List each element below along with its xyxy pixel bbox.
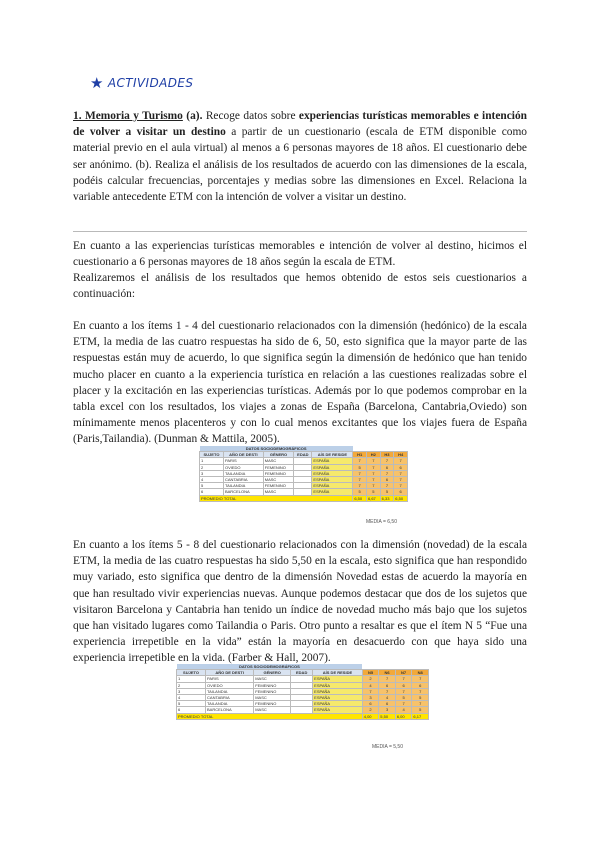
table-cell: 5	[353, 464, 367, 470]
table-cell: 4	[200, 476, 224, 482]
table-cell: 7	[395, 701, 412, 707]
table-footer-row	[200, 495, 408, 501]
table-cell: 6	[379, 701, 396, 707]
hedonic-paragraph: En cuanto a los ítems 1 - 4 del cuestionario relacionados con la dimensión (hedónico) de la escala ETM, la media de las cuatro respuestas ha sido de 6, 50, esto significa que la mayor parte de las respuestas están muy de acuerdo, lo que significa según la dimensión de hedónico que han tenido mucho placer en cuanto a la experiencia turística en relación a las cuestiones realizadas sobre el placer y la excitación en las experiencias turísticas. Además por lo que podemos comprobar en la tabla excel con los resultados, los viajes a zonas de España (Barcelona, Cantabria,Oviedo) son mínimamente menos placenteros y con lo cual menos excitantes que los viajes fuera de España (Paris,Tailandia). (Dunman & Mattila, 2005).	[73, 320, 527, 446]
table-cell: 7	[394, 458, 408, 464]
table-cell: 7	[353, 476, 367, 482]
table-header-cell: H4	[394, 452, 408, 458]
table-footer-value: 6,50	[394, 495, 408, 501]
table-cell: ESPAÑA	[312, 489, 353, 495]
table-header-cell: AÑO DE DESTI	[223, 452, 263, 458]
table-header-cell: H3	[380, 452, 394, 458]
table-cell: FEMENINO	[254, 688, 291, 694]
table-cell: 3	[177, 688, 206, 694]
section-heading	[90, 74, 193, 92]
table-cell: 7	[353, 470, 367, 476]
table-cell: 7	[380, 458, 394, 464]
table-cell: 6	[412, 682, 429, 688]
table-cell: OVIEDO	[223, 464, 263, 470]
table-cell: TAILANDIA	[206, 688, 254, 694]
table-cell: 7	[379, 676, 396, 682]
table-cell: 5	[380, 489, 394, 495]
table-cell: 7	[380, 470, 394, 476]
table-footer-value: 6,00	[395, 713, 412, 719]
table-cell: 5	[412, 707, 429, 713]
table-cell: 7	[394, 483, 408, 489]
table-cell: 6	[379, 682, 396, 688]
hedonic-results-table	[199, 446, 408, 502]
table-cell: MASC	[263, 489, 294, 495]
table-cell: 7	[366, 483, 380, 489]
table-cell: FEMENINO	[254, 682, 291, 688]
table-footer-label: PROMEDIO TOTAL	[200, 495, 353, 501]
table-cell: 2	[362, 676, 379, 682]
table-footer-row	[177, 713, 429, 719]
table-cell: TAILANDIA	[223, 483, 263, 489]
table-cell: 7	[366, 464, 380, 470]
table-cell: 4	[395, 707, 412, 713]
novelty-media-label: MEDIA = 5,50	[372, 744, 403, 750]
table-cell: 4	[362, 682, 379, 688]
table-cell: FEMENINO	[263, 470, 294, 476]
table-cell: 7	[362, 688, 379, 694]
activity-bold-text: experiencias turísticas memorables e intención de volver a visitar un destino	[73, 110, 527, 139]
table-cell: 1	[200, 458, 224, 464]
table-cell: 7	[395, 676, 412, 682]
table-header-cell: N8	[412, 670, 429, 676]
table-cell: ESPAÑA	[313, 682, 363, 688]
table-cell: 4	[177, 694, 206, 700]
table-cell: 6	[394, 489, 408, 495]
novelty-paragraph: En cuanto a los ítems 5 - 8 del cuestionario relacionados con la dimensión (novedad) de la escala ETM, la media de las cuatro respuestas ha sido 5,50 en la escala, esto significa que han respondido muy variado, esto significa que dentro de la dimensión Novedad estas de acuerdo la mayoría en que han resultado vivir experiencias nuevas. Aunque podemos destacar que dos de los sujetos que visitaron Barcelona y Cantabria han tenido un índice de novedad mucho más bajo que los sujetos que han visitado lugares como Tailandia o Paris. Otro punto a resaltar es que el ítem N 5 “Fue una experiencia irrepetible en la vida” están la mayoría en desacuerdo con que haya sido una experiencia irrepetible en la vida. (Farber & Hall, 2007).	[73, 539, 527, 665]
table-cell: 2	[200, 464, 224, 470]
table-cell: BARCELONA	[223, 489, 263, 495]
table-cell: TAILANDIA	[223, 470, 263, 476]
table-header-cell: N7	[395, 670, 412, 676]
table-cell: 5	[353, 489, 367, 495]
table-cell: PARIS	[206, 676, 254, 682]
table-caption: DATOS SOCIODEMOGRÁFICOS	[177, 664, 363, 670]
table-cell: 7	[353, 483, 367, 489]
table-header-cell: GÉNERO	[263, 452, 294, 458]
table-cell: MASC	[254, 694, 291, 700]
table-cell: 4	[379, 694, 396, 700]
table-footer-value: 6,50	[353, 495, 367, 501]
table-header-cell: AÍS DE RESIDE	[313, 670, 363, 676]
table-header-cell: H2	[366, 452, 380, 458]
table-cell: 6	[394, 464, 408, 470]
activity-statement	[73, 108, 527, 205]
table-header-cell: EDAD	[294, 452, 312, 458]
table-cell: 5	[395, 694, 412, 700]
table-cell: 2	[362, 707, 379, 713]
table-cell: 5	[412, 694, 429, 700]
table-cell: 7	[412, 701, 429, 707]
table-cell: 7	[395, 688, 412, 694]
table-header-cell: GÉNERO	[254, 670, 291, 676]
table-cell: 7	[353, 458, 367, 464]
table-cell: ESPAÑA	[313, 694, 363, 700]
activity-text-1: Recoge datos sobre	[202, 110, 299, 122]
table-header-cell: SUJETO	[200, 452, 224, 458]
table-cell: ESPAÑA	[313, 701, 363, 707]
table-cell: MASC	[263, 476, 294, 482]
table-cell: 2	[177, 682, 206, 688]
table-cell: ESPAÑA	[312, 470, 353, 476]
table-cell: ESPAÑA	[313, 676, 363, 682]
table-header-cell: N5	[362, 670, 379, 676]
table-header-cell: AÑO DE DESTI	[206, 670, 254, 676]
activity-label-a: (a).	[186, 110, 203, 122]
table-caption: DATOS SOCIODEMOGRÁFICOS	[200, 446, 353, 452]
table-header-cell: H1	[353, 452, 367, 458]
hedonic-media-label: MEDIA = 6,50	[366, 519, 397, 525]
table-cell: 5	[366, 489, 380, 495]
table-cell: ESPAÑA	[312, 483, 353, 489]
table-cell: TAILANDIA	[206, 701, 254, 707]
table-header-cell: SUJETO	[177, 670, 206, 676]
table-cell: 7	[394, 470, 408, 476]
table-cell: 3	[200, 470, 224, 476]
divider	[73, 231, 527, 232]
table-cell: FEMENINO	[263, 464, 294, 470]
table-cell: 3	[379, 707, 396, 713]
table-cell: ESPAÑA	[312, 476, 353, 482]
table-cell: 6	[380, 476, 394, 482]
activity-title: 1. Memoria y Turismo	[73, 110, 183, 122]
table-cell: CANTABRIA	[206, 694, 254, 700]
table-cell: CANTABRIA	[223, 476, 263, 482]
star-icon: ★	[90, 74, 104, 92]
table-cell: 7	[394, 476, 408, 482]
table-cell: ESPAÑA	[313, 707, 363, 713]
table-cell: MASC	[254, 676, 291, 682]
novelty-results-table	[176, 664, 429, 720]
table-cell: FEMENINO	[263, 483, 294, 489]
intro-paragraph: En cuanto a las experiencias turísticas memorables e intención de volver al destino, hicimos el cuestionario a 6 personas mayores de 18 años según la escala de ETM.	[73, 240, 527, 269]
table-cell: PARIS	[223, 458, 263, 464]
table-cell: 7	[412, 676, 429, 682]
table-footer-value: 4,00	[362, 713, 379, 719]
section-heading-text: ACTIVIDADES	[107, 76, 194, 90]
table-footer-label: PROMEDIO TOTAL	[177, 713, 363, 719]
table-header-cell: EDAD	[291, 670, 313, 676]
table-cell: 7	[412, 688, 429, 694]
table-cell: BARCELONA	[206, 707, 254, 713]
table-cell: OVIEDO	[206, 682, 254, 688]
table-cell: ESPAÑA	[312, 464, 353, 470]
activity-text-2: a partir de un cuestionario (escala de ETM disponible como material previo en el aula virtual) al menos a 6 personas mayores de 18 años. El cuestionario debe ser anónimo. (b). Realiza el análisis de los resultados de acuerdo con las dimensiones de la escala, podéis calcular frecuencias, porcentajes y medias sobre las dimensiones en Excel. Relaciona la variable antecedente ETM con la intención de volver a visitar un destino.	[73, 126, 527, 204]
table-cell: 7	[380, 483, 394, 489]
table-header-cell: N6	[379, 670, 396, 676]
table-cell: 6	[200, 489, 224, 495]
table-cell: MASC	[263, 458, 294, 464]
table-cell: 1	[177, 676, 206, 682]
table-cell: ESPAÑA	[312, 458, 353, 464]
table-cell: 6	[177, 707, 206, 713]
table-cell: FEMENINO	[254, 701, 291, 707]
table-cell: 7	[366, 476, 380, 482]
table-footer-value: 5,50	[379, 713, 396, 719]
table-cell: 6	[380, 464, 394, 470]
table-footer-value: 6,67	[366, 495, 380, 501]
table-cell: 5	[177, 701, 206, 707]
table-footer-value: 6,33	[380, 495, 394, 501]
analysis-intro-paragraph: Realizaremos el análisis de los resultados que hemos obtenido de estos seis cuestionarios a continuación:	[73, 272, 527, 301]
table-cell: 7	[366, 470, 380, 476]
table-cell: 3	[362, 694, 379, 700]
table-header-cell: AÍS DE RESIDE	[312, 452, 353, 458]
table-footer-value: 6,17	[412, 713, 429, 719]
table-cell: 6	[395, 682, 412, 688]
table-cell: ESPAÑA	[313, 688, 363, 694]
table-cell: MASC	[254, 707, 291, 713]
table-cell: 6	[362, 701, 379, 707]
table-cell: 7	[379, 688, 396, 694]
table-cell: 7	[366, 458, 380, 464]
table-cell: 5	[200, 483, 224, 489]
